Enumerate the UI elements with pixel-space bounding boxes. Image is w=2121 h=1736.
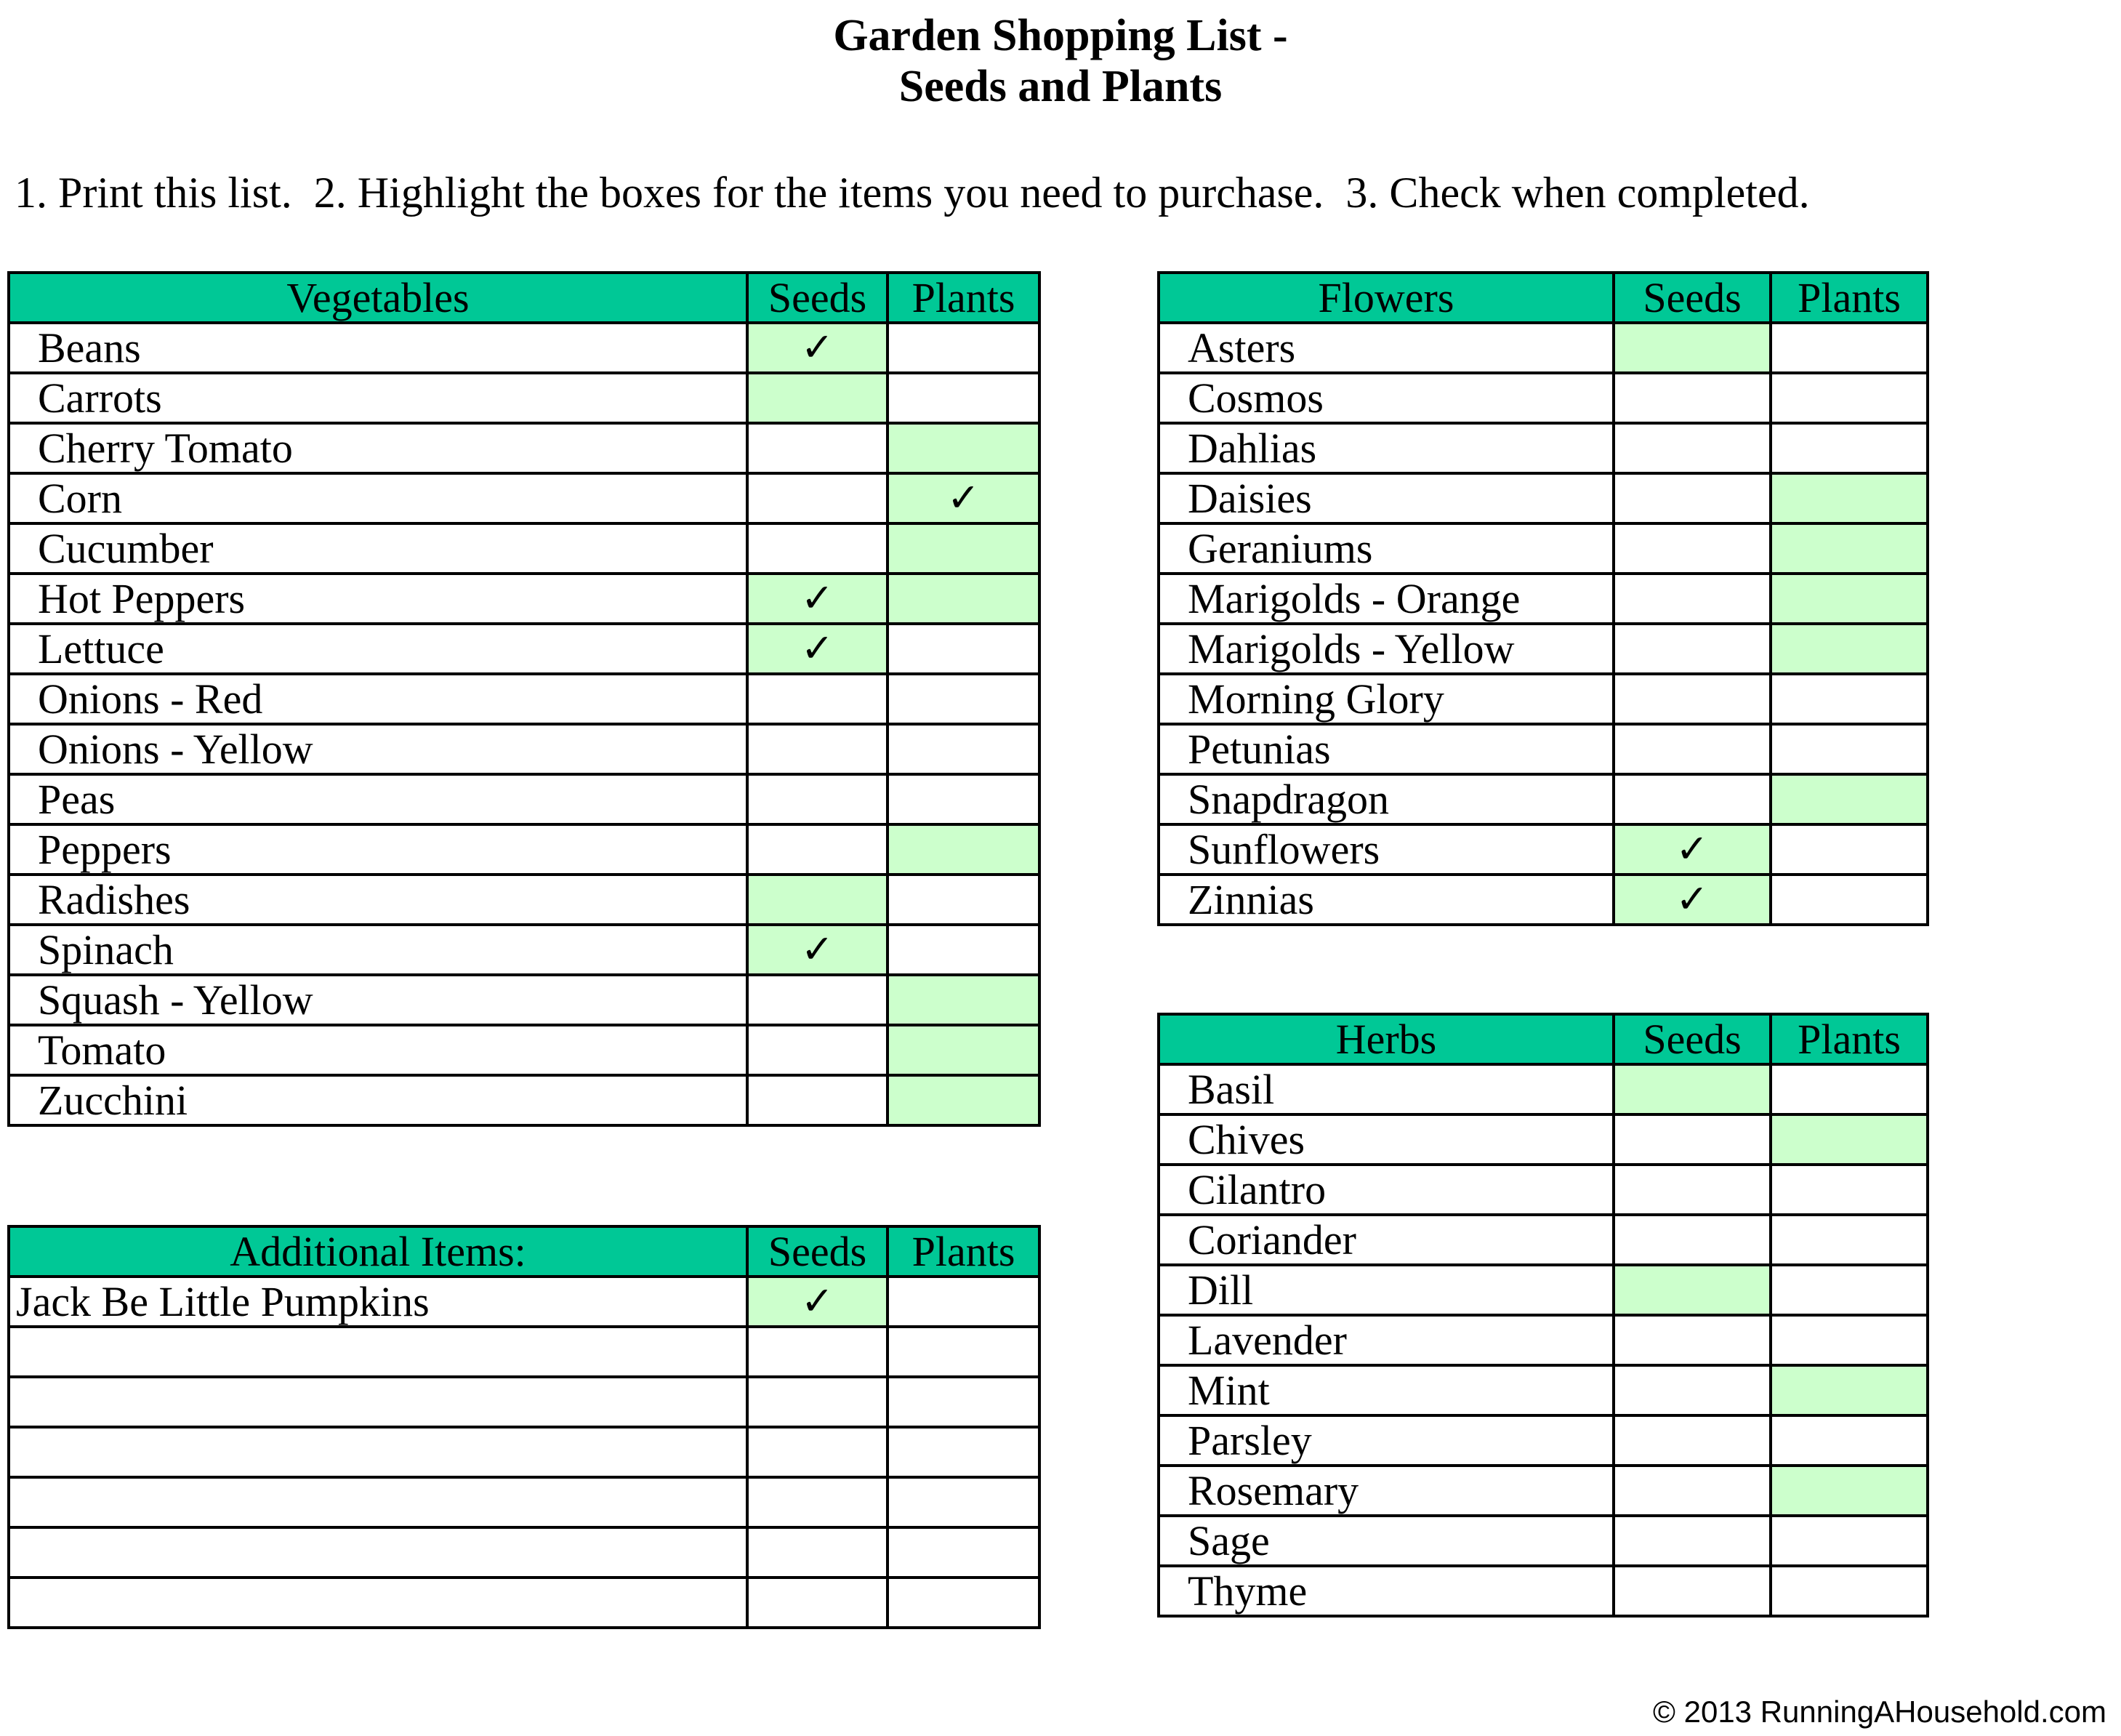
item-onions-yellow: Onions - Yellow	[9, 724, 747, 774]
item-radishes: Radishes	[9, 875, 747, 925]
table-row	[9, 1477, 1039, 1527]
plants-checkbox[interactable]	[1771, 473, 1928, 523]
table-row	[1159, 423, 1928, 473]
plants-checkbox[interactable]	[888, 824, 1039, 875]
header-row	[1159, 1014, 1928, 1064]
plants-checkbox[interactable]	[1771, 824, 1928, 875]
table-row	[9, 1327, 1039, 1377]
seeds-column-header: Seeds	[1614, 1014, 1771, 1064]
seeds-checkbox[interactable]	[1614, 674, 1771, 724]
item-dill: Dill	[1159, 1265, 1614, 1315]
item-zinnias: Zinnias	[1159, 875, 1614, 925]
table-row	[1159, 523, 1928, 574]
table-row	[9, 1075, 1039, 1125]
seeds-checkbox[interactable]	[1614, 323, 1771, 373]
table-row	[1159, 323, 1928, 373]
seeds-checkbox[interactable]	[1614, 875, 1771, 925]
checkmark-icon: ✓	[1675, 827, 1709, 871]
plants-checkbox[interactable]	[1771, 423, 1928, 473]
additional-items-table	[7, 1225, 1041, 1629]
herbs-table	[1157, 1013, 1929, 1618]
item-jack-be-little-pumpkins: Jack Be Little Pumpkins	[9, 1277, 747, 1327]
flowers-table	[1157, 271, 1929, 926]
item-hot-peppers: Hot Peppers	[9, 574, 747, 624]
item-blank	[9, 1427, 747, 1477]
item-cilantro: Cilantro	[1159, 1165, 1614, 1215]
item-blank	[9, 1527, 747, 1578]
seeds-checkbox[interactable]	[747, 1377, 888, 1427]
item-parsley: Parsley	[1159, 1415, 1614, 1466]
item-cherry-tomato: Cherry Tomato	[9, 423, 747, 473]
plants-checkbox[interactable]	[1771, 624, 1928, 674]
item-asters: Asters	[1159, 323, 1614, 373]
item-blank	[9, 1377, 747, 1427]
table-row	[9, 624, 1039, 674]
seeds-checkbox[interactable]	[747, 1025, 888, 1075]
item-spinach: Spinach	[9, 925, 747, 975]
seeds-checkbox[interactable]	[747, 875, 888, 925]
table-row	[9, 473, 1039, 523]
seeds-checkbox[interactable]	[747, 1075, 888, 1125]
plants-checkbox[interactable]	[888, 875, 1039, 925]
table-row	[9, 1277, 1039, 1327]
plants-checkbox[interactable]	[1771, 875, 1928, 925]
item-snapdragon: Snapdragon	[1159, 774, 1614, 824]
seeds-checkbox[interactable]	[1614, 1516, 1771, 1566]
plants-checkbox[interactable]	[888, 724, 1039, 774]
seeds-checkbox[interactable]	[1614, 724, 1771, 774]
item-blank	[9, 1327, 747, 1377]
table-row	[9, 373, 1039, 423]
plants-checkbox[interactable]	[888, 373, 1039, 423]
item-cucumber: Cucumber	[9, 523, 747, 574]
item-marigolds-yellow: Marigolds - Yellow	[1159, 624, 1614, 674]
seeds-checkbox[interactable]	[1614, 1315, 1771, 1365]
seeds-checkbox[interactable]	[747, 574, 888, 624]
plants-checkbox[interactable]	[888, 674, 1039, 724]
table-row	[9, 875, 1039, 925]
item-cosmos: Cosmos	[1159, 373, 1614, 423]
plants-checkbox[interactable]	[1771, 1215, 1928, 1265]
seeds-checkbox[interactable]	[747, 1527, 888, 1578]
item-tomato: Tomato	[9, 1025, 747, 1075]
plants-checkbox[interactable]	[888, 473, 1039, 523]
plants-checkbox[interactable]	[888, 523, 1039, 574]
plants-checkbox[interactable]	[888, 1327, 1039, 1377]
seeds-column-header: Seeds	[747, 273, 888, 323]
seeds-checkbox[interactable]	[1614, 574, 1771, 624]
table-row	[1159, 574, 1928, 624]
checkmark-icon: ✓	[800, 928, 834, 971]
seeds-checkbox[interactable]	[747, 674, 888, 724]
plants-checkbox[interactable]	[888, 1277, 1039, 1327]
plants-checkbox[interactable]	[888, 323, 1039, 373]
seeds-checkbox[interactable]	[1614, 1064, 1771, 1114]
plants-checkbox[interactable]	[1771, 523, 1928, 574]
plants-checkbox[interactable]	[888, 1427, 1039, 1477]
seeds-column-header: Seeds	[1614, 273, 1771, 323]
item-petunias: Petunias	[1159, 724, 1614, 774]
plants-checkbox[interactable]	[888, 624, 1039, 674]
seeds-checkbox[interactable]	[1614, 423, 1771, 473]
seeds-checkbox[interactable]	[747, 1578, 888, 1628]
seeds-checkbox[interactable]	[1614, 1265, 1771, 1315]
seeds-checkbox[interactable]	[1614, 1415, 1771, 1466]
checkmark-icon: ✓	[946, 476, 981, 520]
checkmark-icon: ✓	[800, 1279, 834, 1323]
seeds-checkbox[interactable]	[1614, 1215, 1771, 1265]
seeds-checkbox[interactable]	[1614, 824, 1771, 875]
item-zucchini: Zucchini	[9, 1075, 747, 1125]
seeds-checkbox[interactable]	[1614, 1114, 1771, 1165]
item-rosemary: Rosemary	[1159, 1466, 1614, 1516]
seeds-checkbox[interactable]	[747, 1277, 888, 1327]
plants-checkbox[interactable]	[888, 925, 1039, 975]
plants-column-header: Plants	[888, 1226, 1039, 1277]
table-row	[1159, 624, 1928, 674]
plants-checkbox[interactable]	[1771, 1315, 1928, 1365]
table-row	[9, 724, 1039, 774]
table-row	[1159, 774, 1928, 824]
plants-checkbox[interactable]	[1771, 574, 1928, 624]
table-row	[9, 574, 1039, 624]
seeds-checkbox[interactable]	[1614, 473, 1771, 523]
table-row	[9, 423, 1039, 473]
seeds-checkbox[interactable]	[1614, 373, 1771, 423]
checkmark-icon: ✓	[800, 627, 834, 670]
table-row	[1159, 1516, 1928, 1566]
seeds-checkbox[interactable]	[1614, 1466, 1771, 1516]
table-row	[9, 925, 1039, 975]
plants-checkbox[interactable]	[1771, 774, 1928, 824]
item-lettuce: Lettuce	[9, 624, 747, 674]
plants-column-header: Plants	[888, 273, 1039, 323]
table-row	[1159, 1466, 1928, 1516]
checkmark-icon: ✓	[800, 326, 834, 369]
category-header: Flowers	[1159, 273, 1614, 323]
table-row	[9, 1578, 1039, 1628]
table-row	[9, 523, 1039, 574]
table-row	[9, 774, 1039, 824]
seeds-checkbox[interactable]	[1614, 1566, 1771, 1616]
seeds-checkbox[interactable]	[747, 774, 888, 824]
plants-checkbox[interactable]	[1771, 1365, 1928, 1415]
seeds-checkbox[interactable]	[747, 423, 888, 473]
item-daisies: Daisies	[1159, 473, 1614, 523]
table-row	[9, 975, 1039, 1025]
item-marigolds-orange: Marigolds - Orange	[1159, 574, 1614, 624]
plants-checkbox[interactable]	[888, 1578, 1039, 1628]
seeds-checkbox[interactable]	[747, 1477, 888, 1527]
item-geraniums: Geraniums	[1159, 523, 1614, 574]
plants-checkbox[interactable]	[1771, 1064, 1928, 1114]
table-row	[1159, 373, 1928, 423]
item-blank	[9, 1578, 747, 1628]
item-beans: Beans	[9, 323, 747, 373]
plants-checkbox[interactable]	[888, 774, 1039, 824]
item-morning-glory: Morning Glory	[1159, 674, 1614, 724]
item-blank	[9, 1477, 747, 1527]
table-row	[9, 674, 1039, 724]
seeds-checkbox[interactable]	[747, 473, 888, 523]
plants-checkbox[interactable]	[1771, 1114, 1928, 1165]
item-corn: Corn	[9, 473, 747, 523]
seeds-checkbox[interactable]	[747, 724, 888, 774]
seeds-column-header: Seeds	[747, 1226, 888, 1277]
title-line-2: Seeds and Plants	[898, 62, 1223, 111]
category-header: Additional Items:	[9, 1226, 747, 1277]
category-header: Herbs	[1159, 1014, 1614, 1064]
plants-checkbox[interactable]	[888, 1377, 1039, 1427]
table-row	[1159, 1114, 1928, 1165]
plants-checkbox[interactable]	[888, 975, 1039, 1025]
table-row	[1159, 1365, 1928, 1415]
seeds-checkbox[interactable]	[747, 925, 888, 975]
item-dahlias: Dahlias	[1159, 423, 1614, 473]
item-lavender: Lavender	[1159, 1315, 1614, 1365]
plants-checkbox[interactable]	[1771, 1265, 1928, 1315]
table-row	[9, 1025, 1039, 1075]
seeds-checkbox[interactable]	[747, 824, 888, 875]
item-mint: Mint	[1159, 1365, 1614, 1415]
plants-checkbox[interactable]	[888, 1025, 1039, 1075]
header-row	[9, 1226, 1039, 1277]
table-row	[9, 1427, 1039, 1477]
table-row	[1159, 1064, 1928, 1114]
copyright: © 2013 RunningAHousehold.com	[1652, 1695, 2106, 1729]
item-peas: Peas	[9, 774, 747, 824]
seeds-checkbox[interactable]	[747, 975, 888, 1025]
item-basil: Basil	[1159, 1064, 1614, 1114]
plants-column-header: Plants	[1771, 1014, 1928, 1064]
plants-checkbox[interactable]	[1771, 373, 1928, 423]
plants-checkbox[interactable]	[1771, 1566, 1928, 1616]
plants-checkbox[interactable]	[888, 423, 1039, 473]
plants-checkbox[interactable]	[1771, 323, 1928, 373]
table-row	[9, 323, 1039, 373]
seeds-checkbox[interactable]	[747, 373, 888, 423]
plants-checkbox[interactable]	[1771, 674, 1928, 724]
seeds-checkbox[interactable]	[1614, 624, 1771, 674]
plants-checkbox[interactable]	[888, 574, 1039, 624]
table-row	[1159, 824, 1928, 875]
item-carrots: Carrots	[9, 373, 747, 423]
seeds-checkbox[interactable]	[747, 523, 888, 574]
plants-checkbox[interactable]	[1771, 724, 1928, 774]
instructions: 1. Print this list. 2. Highlight the boxes for the items you need to purchase. 3. Check when completed.	[15, 169, 1810, 217]
table-row	[1159, 1415, 1928, 1466]
table-row	[9, 1527, 1039, 1578]
item-coriander: Coriander	[1159, 1215, 1614, 1265]
seeds-checkbox[interactable]	[747, 1427, 888, 1477]
plants-checkbox[interactable]	[1771, 1516, 1928, 1566]
plants-checkbox[interactable]	[1771, 1415, 1928, 1466]
plants-checkbox[interactable]	[888, 1527, 1039, 1578]
plants-checkbox[interactable]	[1771, 1466, 1928, 1516]
plants-checkbox[interactable]	[888, 1075, 1039, 1125]
item-chives: Chives	[1159, 1114, 1614, 1165]
header-row	[1159, 273, 1928, 323]
seeds-checkbox[interactable]	[1614, 774, 1771, 824]
table-row	[1159, 473, 1928, 523]
item-sunflowers: Sunflowers	[1159, 824, 1614, 875]
plants-column-header: Plants	[1771, 273, 1928, 323]
plants-checkbox[interactable]	[1771, 1165, 1928, 1215]
checkmark-icon: ✓	[800, 576, 834, 620]
plants-checkbox[interactable]	[888, 1477, 1039, 1527]
seeds-checkbox[interactable]	[747, 1327, 888, 1377]
table-row	[1159, 724, 1928, 774]
table-row	[1159, 875, 1928, 925]
checkmark-icon: ✓	[1675, 877, 1709, 921]
table-row	[1159, 1566, 1928, 1616]
seeds-checkbox[interactable]	[1614, 523, 1771, 574]
title-line-1: Garden Shopping List -	[833, 11, 1288, 60]
seeds-checkbox[interactable]	[747, 323, 888, 373]
table-row	[1159, 1165, 1928, 1215]
vegetables-table	[7, 271, 1041, 1127]
item-onions-red: Onions - Red	[9, 674, 747, 724]
item-sage: Sage	[1159, 1516, 1614, 1566]
header-row	[9, 273, 1039, 323]
item-squash-yellow: Squash - Yellow	[9, 975, 747, 1025]
table-row	[1159, 674, 1928, 724]
item-peppers: Peppers	[9, 824, 747, 875]
page-title	[0, 10, 2121, 112]
seeds-checkbox[interactable]	[1614, 1365, 1771, 1415]
table-row	[1159, 1215, 1928, 1265]
seeds-checkbox[interactable]	[1614, 1165, 1771, 1215]
table-row	[1159, 1315, 1928, 1365]
table-row	[9, 1377, 1039, 1427]
category-header: Vegetables	[9, 273, 747, 323]
table-row	[9, 824, 1039, 875]
table-row	[1159, 1265, 1928, 1315]
seeds-checkbox[interactable]	[747, 624, 888, 674]
item-thyme: Thyme	[1159, 1566, 1614, 1616]
